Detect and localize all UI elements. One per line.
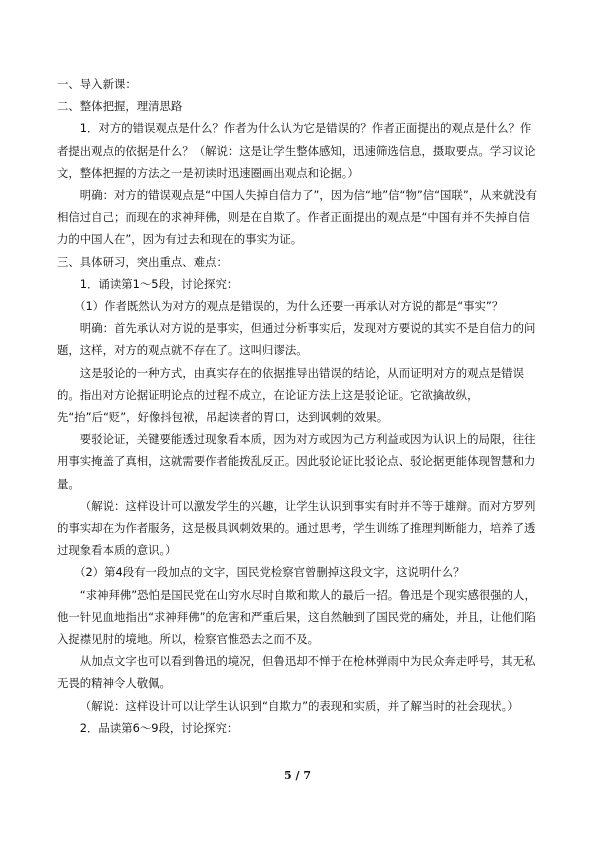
heading-intro: 一、导入新课：: [57, 77, 137, 91]
document-body: [57, 73, 538, 739]
paragraph-explanation-3: 从加点文字也可以看到鲁迅的境况，但鲁迅却不惮于在枪林弹雨中为民众奔走呼号，其无私无畏的精神令人敬佩。: [57, 654, 536, 691]
paragraph-answer-1: 明确：对方的错误观点是“中国人失掉自信力了”，因为信“地”信“物”信“国联”，从来就没有相信过自己；而现在的求神拜佛，则是在自欺了。作者正面提出的观点是“中国有并不失掉自信力的中国人在”，因为有过去和现在的事实为证。: [57, 188, 538, 247]
paragraph-task-1: 1．诵读第1～5段，讨论探究：: [79, 276, 239, 291]
paragraph-note-1: （解说：这样设计可以激发学生的兴趣，让学生认识到事实有时并不等于雄辩。而对方罗列的事实却在为作者服务，这是极具讽刺效果的。通过思考，学生训练了推理判断能力，培养了透过现象看本质的意识。）: [57, 498, 536, 558]
paragraph-question-1: 1．对方的错误观点是什么？作者为什么认为它是错误的？作者正面提出的观点是什么？作者提出观点的依据是什么？（解说：这是让学生整体感知，迅速筛选信息，摄取要点。学习议论文，整体把握的方法之一是初读时迅速圈画出观点和论据。）: [57, 121, 536, 180]
paragraph-subquestion-2: （2）第4段有一段加点的文字，国民党检察官曾删掉这段文字，这说明什么？: [74, 565, 465, 580]
paragraph-answer-3: “求神拜佛”恐怕是国民党在山穷水尽时自欺和欺人的最后一招。鲁迅是个现实感很强的人，他一针见血地指出“求神拜佛”的危害和严重后果，这自然触到了国民党的痛处，并且，让他们陷入捉襟见肘的境地。所以，检察官惟恐去之而不及。: [57, 587, 536, 647]
heading-study: 三、具体研习，突出重点、难点：: [57, 254, 228, 269]
paragraph-explanation-2: 要驳论证，关键要能透过现象看本质，因为对方或因为己方利益或因为认识上的局限，往往用事实掩盖了真相，这就需要作者能拨乱反正。因此驳论证比驳论点、驳论据更能体现智慧和力量。: [57, 432, 536, 491]
page-number: 5 / 7: [284, 769, 311, 782]
paragraph-answer-2: 明确：首先承认对方说的是事实，但通过分析事实后，发现对方要说的其实不是自信力的问题，这样，对方的观点就不存在了。这叫归谬法。: [57, 321, 536, 358]
paragraph-task-2: 2．品读第6～9段，讨论探究：: [79, 720, 239, 735]
paragraph-note-2: （解说：这样设计可以让学生认识到“自欺力”的表现和实质，并了解当时的社会现状。）: [79, 698, 519, 713]
heading-overview: 二、整体把握，理清思路: [57, 99, 183, 114]
paragraph-subquestion-1: （1）作者既然认为对方的观点是错误的，为什么还要一再承认对方说的都是“事实”？: [74, 299, 504, 314]
paragraph-explanation-1: 这是驳论的一种方式，由真实存在的依据推导出错误的结论，从而证明对方的观点是错误的。指出对方论据证明论点的过程不成立，在论证方法上这是驳论证。它欲擒故纵，先“抬”后“贬”，好像抖包袱，吊起读者的胃口，达到讽刺的效果。: [57, 365, 525, 425]
